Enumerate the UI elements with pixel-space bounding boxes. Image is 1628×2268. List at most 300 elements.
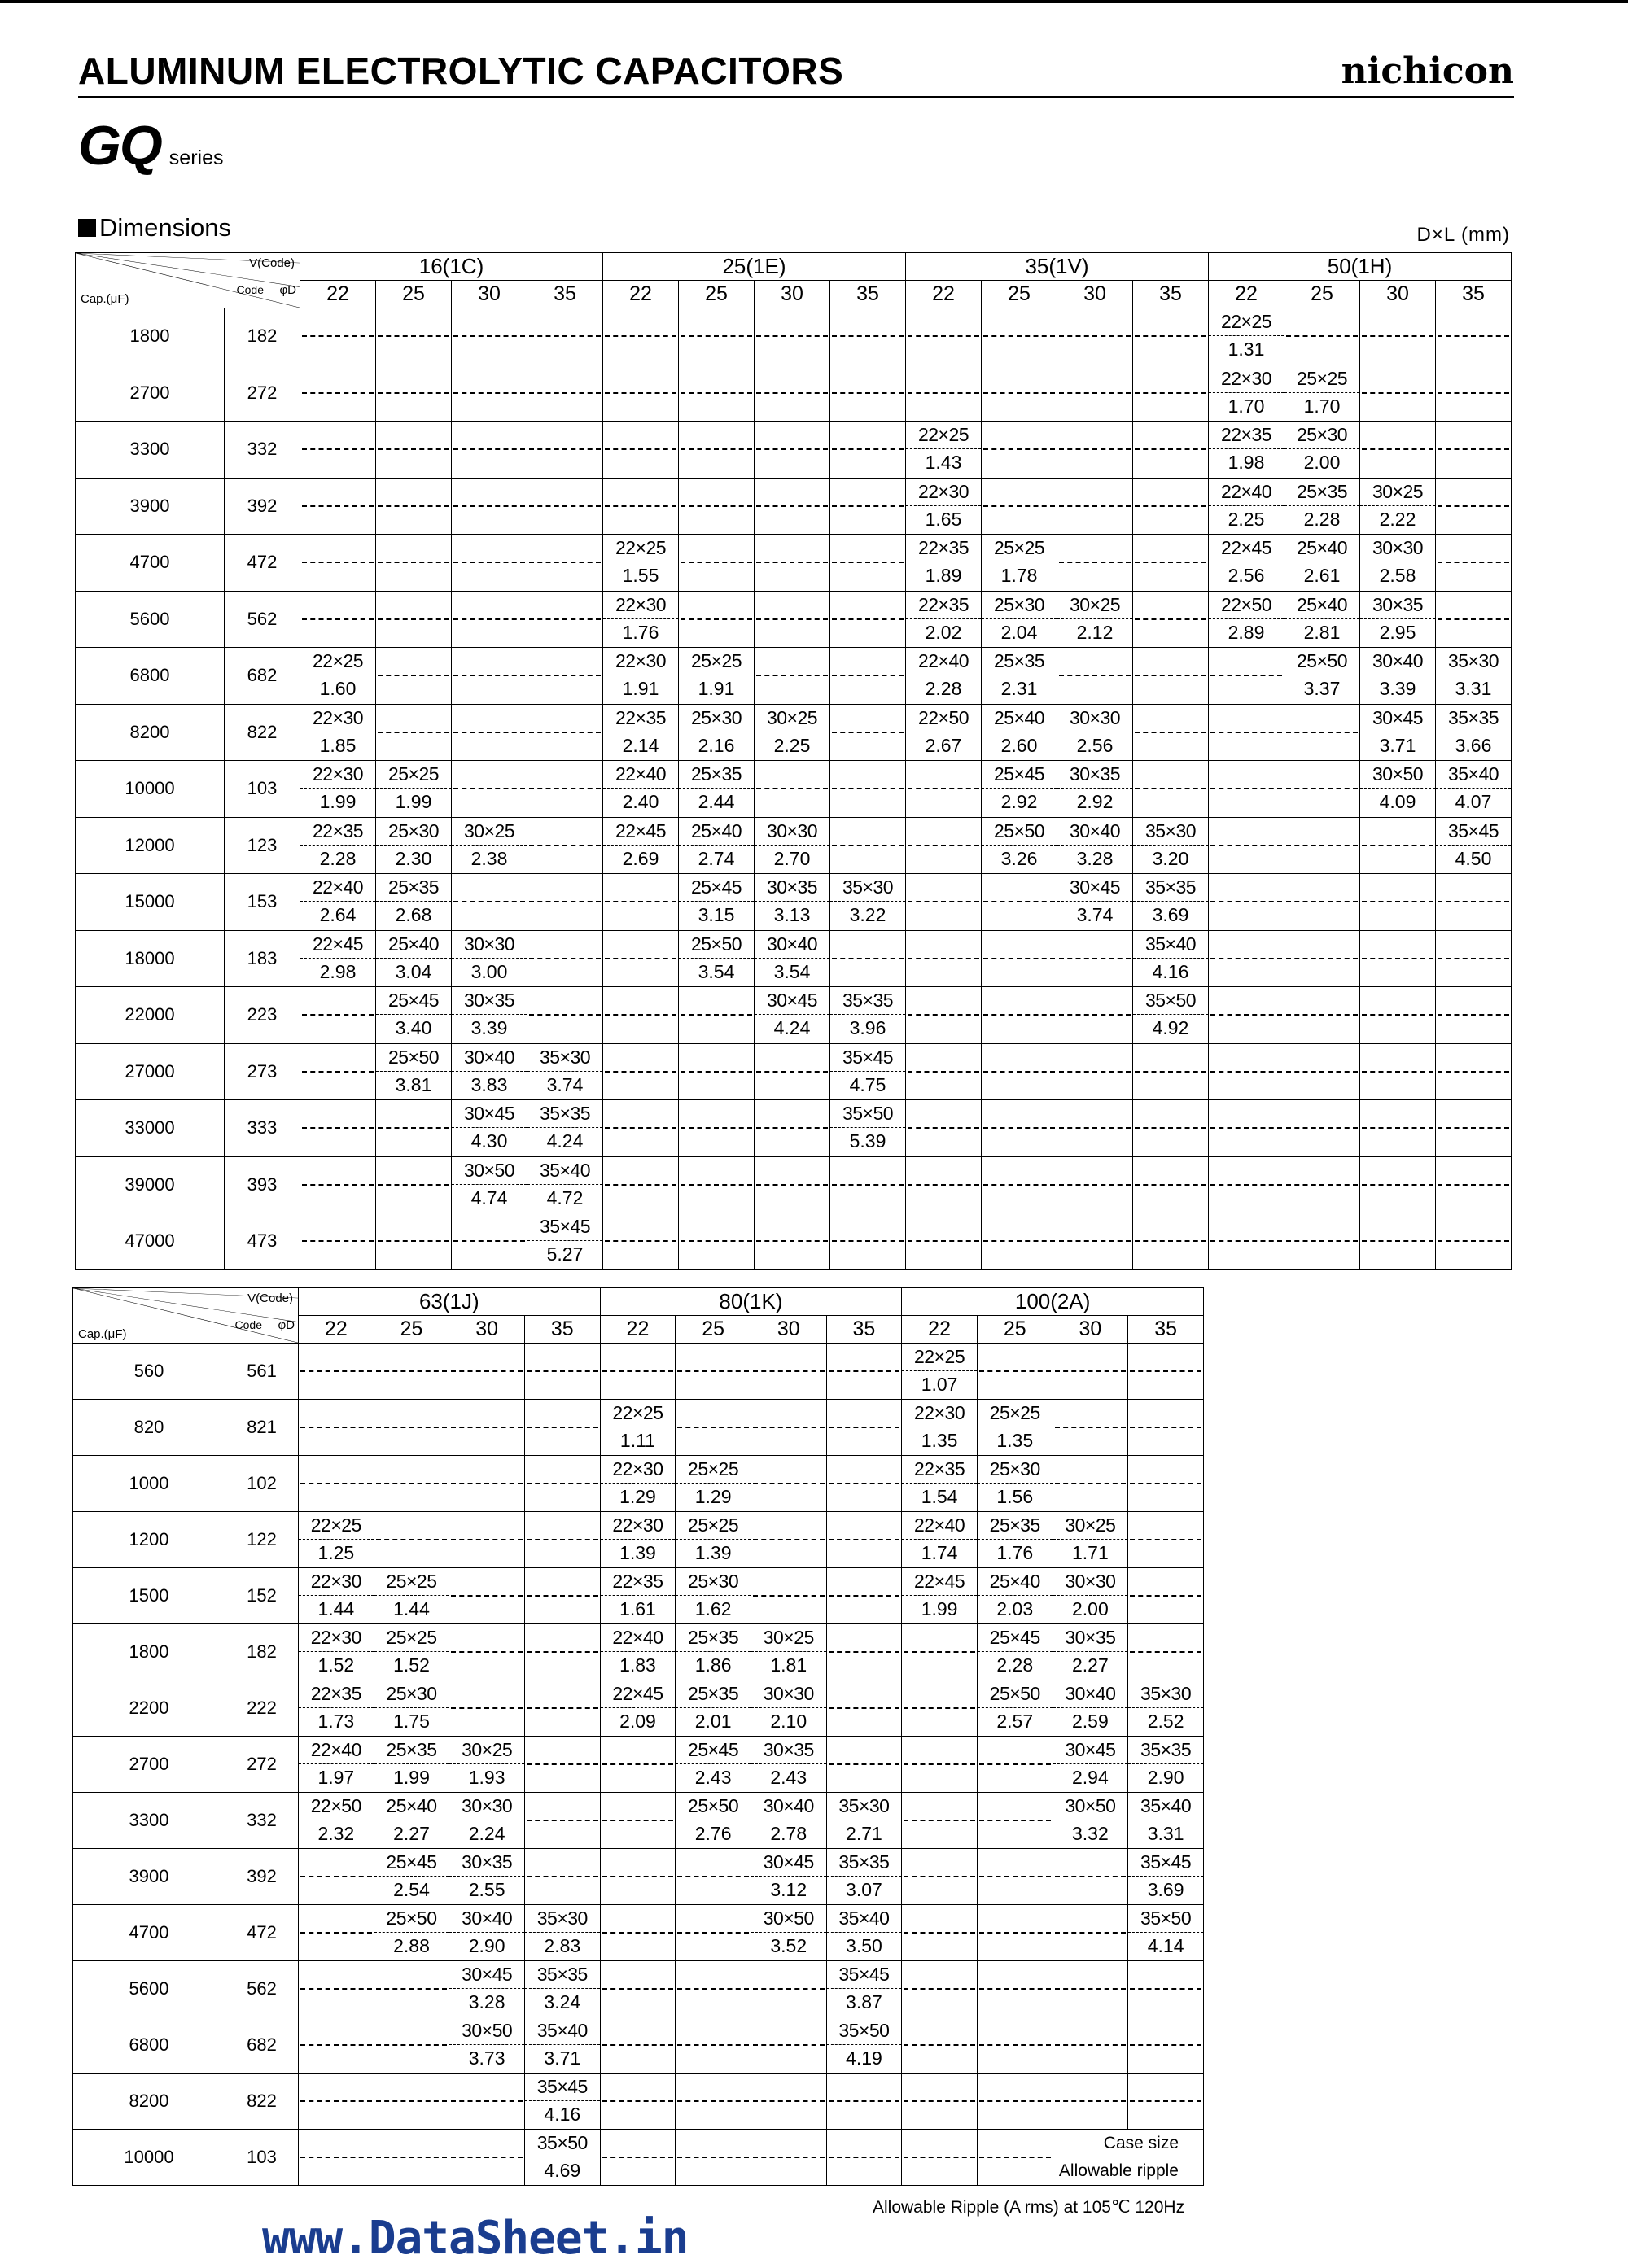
case-size: 22×50 (1220, 593, 1272, 615)
ripple-current: 2.43 (751, 1763, 826, 1791)
dashed-divider (378, 1240, 449, 1242)
dashed-divider (302, 618, 374, 620)
empty-cell (830, 422, 906, 479)
empty-cell (1209, 1213, 1284, 1270)
empty-cell (376, 1156, 452, 1213)
empty-cell (300, 365, 376, 422)
square-bullet-icon (78, 219, 96, 237)
empty-cell (1053, 1400, 1128, 1456)
empty-cell (1436, 930, 1512, 987)
empty-cell (603, 1043, 679, 1100)
size-cell (524, 2130, 600, 2186)
size-cell (755, 987, 830, 1044)
empty-cell (1128, 2017, 1204, 2074)
dashed-divider (1135, 1127, 1206, 1129)
empty-cell (1128, 2074, 1204, 2130)
empty-cell (603, 930, 679, 987)
case-size: 30×40 (1372, 650, 1424, 671)
case-size: 30×30 (1069, 706, 1121, 728)
empty-cell (982, 478, 1057, 535)
empty-cell (1128, 1400, 1204, 1456)
case-size: 30×30 (763, 1683, 814, 1704)
empty-cell (1053, 1961, 1128, 2017)
case-size: 25×30 (387, 819, 440, 841)
case-size: 25×50 (386, 1907, 437, 1929)
capacitance-value: 33000 (76, 1100, 225, 1157)
dashed-divider (1059, 1184, 1131, 1186)
case-size: 35×30 (1447, 650, 1499, 671)
dimensions-table-high-voltage (72, 1287, 1204, 2186)
dashed-divider (904, 1876, 975, 1877)
dashed-divider (1210, 1184, 1282, 1186)
empty-cell (1436, 478, 1512, 535)
dashed-divider (756, 335, 828, 337)
capacitance-row (73, 1680, 1204, 1737)
empty-cell (1436, 308, 1512, 365)
capacitance-row (76, 1213, 1512, 1270)
empty-cell (1360, 422, 1436, 479)
dashed-divider (527, 1595, 598, 1597)
size-cell (755, 817, 830, 874)
empty-cell (830, 930, 906, 987)
size-cell (452, 1156, 527, 1213)
dashed-divider (904, 2100, 975, 2102)
case-size: 30×45 (766, 990, 818, 1011)
dashed-divider (983, 1184, 1055, 1186)
empty-cell (755, 1156, 830, 1213)
size-cell (452, 1043, 527, 1100)
dashed-divider (300, 2100, 372, 2102)
dashed-divider (1130, 1483, 1201, 1484)
size-cell (1128, 1849, 1204, 1905)
size-cell (600, 1456, 676, 1512)
dashed-divider (908, 1184, 979, 1186)
empty-cell (1209, 1043, 1284, 1100)
size-cell (527, 1043, 603, 1100)
ripple-current: 2.69 (603, 845, 678, 872)
dashed-divider (904, 1988, 975, 1990)
dashed-divider (829, 1763, 900, 1765)
ripple-current: 1.74 (902, 1539, 977, 1567)
size-cell (1128, 1680, 1204, 1737)
case-size: 30×40 (763, 1795, 814, 1816)
case-size: 30×50 (1372, 763, 1424, 784)
capacitance-value: 6800 (76, 648, 225, 705)
size-cell (1133, 817, 1209, 874)
ripple-current: 2.71 (827, 1820, 902, 1847)
size-cell (374, 1905, 449, 1961)
ripple-current: 3.52 (751, 1932, 826, 1960)
dashed-divider (753, 2100, 825, 2102)
case-size: 30×25 (1372, 480, 1424, 502)
empty-cell (679, 308, 755, 365)
empty-cell (527, 591, 603, 648)
case-size: 35×50 (838, 2020, 890, 2041)
capacitance-value: 47000 (76, 1213, 225, 1270)
empty-cell (1360, 365, 1436, 422)
dashed-divider (529, 675, 601, 676)
empty-cell (300, 308, 376, 365)
dashed-divider (602, 1763, 674, 1765)
empty-cell (1133, 308, 1209, 365)
empty-cell (1360, 1156, 1436, 1213)
size-cell (1436, 761, 1512, 818)
dashed-divider (983, 335, 1055, 337)
dashed-divider (529, 958, 601, 959)
case-size: 35×35 (1447, 706, 1499, 728)
ripple-current: 1.85 (300, 732, 375, 759)
dashed-divider (756, 392, 828, 394)
voltage-header: 16(1C) (300, 253, 603, 281)
diameter-header: 30 (1053, 1316, 1128, 1344)
empty-cell (1360, 1213, 1436, 1270)
capacitance-value: 5600 (73, 1961, 225, 2017)
capacitance-code: 182 (225, 308, 300, 365)
capacitance-value: 1500 (73, 1568, 225, 1624)
size-cell (1209, 308, 1284, 365)
case-size: 22×25 (312, 650, 364, 671)
capacitance-value: 820 (73, 1400, 225, 1456)
dashed-divider (832, 1184, 904, 1186)
ripple-current: 1.99 (374, 1763, 449, 1791)
capacitance-value: 1000 (73, 1456, 225, 1512)
empty-cell (524, 1344, 600, 1400)
empty-cell (826, 1568, 902, 1624)
empty-cell (1057, 987, 1133, 1044)
corner-diameter-label: φD (279, 283, 296, 297)
capacitance-row (73, 1344, 1204, 1400)
dashed-divider (302, 1071, 374, 1073)
capacitance-row (76, 761, 1512, 818)
dashed-divider (378, 1184, 449, 1186)
case-size: 35×30 (1144, 819, 1197, 841)
dashed-divider (753, 1539, 825, 1540)
dashed-divider (1210, 1240, 1282, 1242)
capacitance-value: 12000 (76, 817, 225, 874)
empty-cell (1057, 1213, 1133, 1270)
case-size: 35×50 (1144, 990, 1197, 1011)
empty-cell (1128, 1961, 1204, 2017)
size-cell (977, 1456, 1053, 1512)
size-cell (755, 930, 830, 987)
dashed-divider (908, 788, 979, 789)
size-cell (374, 1568, 449, 1624)
case-size: 30×40 (1065, 1683, 1116, 1704)
ripple-current: 3.71 (525, 2044, 600, 2072)
capacitance-row (73, 1737, 1204, 1793)
ripple-current: 2.28 (906, 675, 981, 702)
empty-cell (1209, 930, 1284, 987)
dashed-divider (1210, 1014, 1282, 1016)
dashed-divider (908, 1127, 979, 1129)
voltage-header: 63(1J) (299, 1288, 601, 1316)
ripple-current: 3.74 (1057, 901, 1132, 929)
case-size: 30×30 (766, 819, 818, 841)
diameter-header: 22 (600, 1316, 676, 1344)
empty-cell (1360, 817, 1436, 874)
capacitance-row (76, 535, 1512, 592)
case-size: 30×25 (462, 1739, 513, 1760)
ripple-current: 4.92 (1133, 1014, 1208, 1042)
empty-cell (524, 1456, 600, 1512)
voltage-header: 25(1E) (603, 253, 906, 281)
capacitance-value: 2700 (76, 365, 225, 422)
case-size: 30×45 (463, 1103, 515, 1124)
empty-cell (1284, 1043, 1360, 1100)
size-cell (449, 1961, 525, 2017)
empty-cell (1053, 1344, 1128, 1400)
size-cell (1057, 761, 1133, 818)
capacitance-value: 8200 (73, 2074, 225, 2130)
size-cell (982, 535, 1057, 592)
empty-cell (524, 1512, 600, 1568)
dashed-divider (605, 335, 676, 337)
ripple-current: 1.44 (374, 1595, 449, 1623)
empty-cell (755, 591, 830, 648)
case-size: 22×40 (1220, 480, 1272, 502)
size-cell (1057, 704, 1133, 761)
empty-cell (1128, 1512, 1204, 1568)
size-cell (600, 1568, 676, 1624)
case-size: 25×25 (993, 537, 1045, 558)
empty-cell (300, 1213, 376, 1270)
size-cell (374, 1737, 449, 1793)
case-size: 22×25 (612, 1402, 663, 1423)
empty-cell (1053, 1905, 1128, 1961)
ripple-current: 2.70 (755, 845, 829, 872)
empty-cell (679, 365, 755, 422)
empty-cell (977, 2074, 1053, 2130)
dashed-divider (302, 1014, 374, 1016)
case-size: 30×30 (1372, 537, 1424, 558)
empty-cell (1436, 591, 1512, 648)
ripple-current: 3.00 (452, 958, 527, 985)
dashed-divider (681, 1240, 752, 1242)
size-cell (676, 1624, 751, 1680)
empty-cell (1133, 1156, 1209, 1213)
diameter-header: 35 (1128, 1316, 1204, 1344)
dashed-divider (979, 1763, 1051, 1765)
size-cell (1209, 422, 1284, 479)
dashed-divider (829, 2100, 900, 2102)
case-size: 22×40 (612, 1627, 663, 1648)
empty-cell (449, 1624, 525, 1680)
dashed-divider (1286, 788, 1358, 789)
empty-cell (826, 1456, 902, 1512)
capacitance-row (76, 308, 1512, 365)
case-size: 22×30 (917, 480, 969, 502)
size-cell (374, 1793, 449, 1849)
dashed-divider (302, 1127, 374, 1129)
diameter-header: 30 (452, 281, 527, 308)
empty-cell (1436, 1213, 1512, 1270)
dashed-divider (983, 448, 1055, 450)
dashed-divider (451, 1427, 523, 1428)
dashed-divider (983, 392, 1055, 394)
brand-logo: nichicon (1341, 50, 1514, 92)
dashed-divider (378, 505, 449, 507)
ripple-current: 3.24 (525, 1988, 600, 2016)
ripple-current: 1.52 (299, 1651, 374, 1679)
capacitance-code: 103 (225, 2130, 299, 2186)
capacitance-code: 182 (225, 1624, 299, 1680)
size-cell (906, 422, 982, 479)
capacitance-value: 1800 (73, 1624, 225, 1680)
dashed-divider (1130, 1427, 1201, 1428)
empty-cell (452, 422, 527, 479)
case-size: 30×35 (766, 876, 818, 898)
empty-cell (902, 1737, 978, 1793)
case-size: 22×35 (1220, 424, 1272, 445)
dashed-divider (527, 1820, 598, 1821)
ripple-current: 3.87 (827, 1988, 902, 2016)
ripple-current: 4.24 (755, 1014, 829, 1042)
empty-cell (755, 1100, 830, 1157)
size-cell (982, 591, 1057, 648)
empty-cell (1128, 1624, 1204, 1680)
ripple-current: 1.70 (1209, 392, 1284, 420)
empty-cell (1057, 308, 1133, 365)
dashed-divider (829, 1427, 900, 1428)
empty-cell (977, 1849, 1053, 1905)
dashed-divider (677, 2044, 749, 2046)
dashed-divider (756, 675, 828, 676)
capacitance-row (76, 817, 1512, 874)
capacitance-row (73, 1849, 1204, 1905)
ripple-current: 4.24 (527, 1127, 602, 1155)
ripple-current: 1.43 (906, 448, 981, 476)
dashed-divider (1438, 1071, 1509, 1073)
dashed-divider (453, 675, 525, 676)
case-size: 35×50 (1140, 1907, 1192, 1929)
size-cell (751, 1680, 826, 1737)
dashed-divider (681, 335, 752, 337)
ripple-current: 3.32 (1053, 1820, 1128, 1847)
dashed-divider (1362, 335, 1433, 337)
empty-cell (527, 761, 603, 818)
dashed-divider (529, 562, 601, 563)
size-cell (1133, 930, 1209, 987)
dashed-divider (451, 1370, 523, 1372)
empty-cell (603, 1156, 679, 1213)
ripple-current: 2.56 (1209, 562, 1284, 589)
case-size: 22×40 (310, 1739, 361, 1760)
case-size: 22×45 (914, 1571, 965, 1592)
empty-cell (982, 1156, 1057, 1213)
empty-cell (755, 422, 830, 479)
case-size: 22×25 (310, 1514, 361, 1536)
dashed-divider (302, 448, 374, 450)
case-size: 35×35 (539, 1103, 591, 1124)
empty-cell (600, 1905, 676, 1961)
dashed-divider (453, 562, 525, 563)
empty-cell (600, 1961, 676, 2017)
ripple-current: 2.38 (452, 845, 527, 872)
dashed-divider (376, 2157, 448, 2158)
size-cell (1057, 874, 1133, 931)
size-cell (676, 1512, 751, 1568)
empty-cell (977, 1905, 1053, 1961)
dashed-divider (529, 845, 601, 846)
capacitance-value: 3900 (76, 478, 225, 535)
capacitance-row (73, 1400, 1204, 1456)
size-cell (755, 874, 830, 931)
dashed-divider (904, 1707, 975, 1709)
case-size: 25×35 (688, 1627, 739, 1648)
dashed-divider (832, 675, 904, 676)
capacitance-code: 273 (225, 1043, 300, 1100)
ripple-current: 2.57 (978, 1707, 1053, 1735)
dashed-divider (1362, 1184, 1433, 1186)
dashed-divider (832, 958, 904, 959)
empty-cell (374, 1961, 449, 2017)
diameter-header: 22 (1209, 281, 1284, 308)
case-size: 25×35 (989, 1514, 1040, 1536)
empty-cell (1057, 930, 1133, 987)
capacitance-code: 153 (225, 874, 300, 931)
empty-cell (603, 1100, 679, 1157)
ripple-current: 2.76 (676, 1820, 751, 1847)
case-size: 22×35 (914, 1458, 965, 1479)
diameter-header: 30 (751, 1316, 826, 1344)
dashed-divider (832, 732, 904, 733)
dashed-divider (1059, 675, 1131, 676)
empty-cell (1284, 1100, 1360, 1157)
ripple-current: 2.25 (1209, 505, 1284, 533)
case-size: 22×35 (917, 537, 969, 558)
empty-cell (1284, 987, 1360, 1044)
empty-cell (676, 2130, 751, 2186)
empty-cell (452, 308, 527, 365)
ripple-current: 4.30 (452, 1127, 527, 1155)
dashed-divider (1135, 1240, 1206, 1242)
ripple-current: 3.73 (449, 2044, 524, 2072)
empty-cell (1209, 1100, 1284, 1157)
dashed-divider (605, 392, 676, 394)
empty-cell (977, 1737, 1053, 1793)
empty-cell (982, 422, 1057, 479)
dashed-divider (756, 562, 828, 563)
size-cell (679, 874, 755, 931)
size-cell (977, 1624, 1053, 1680)
dashed-divider (300, 2044, 372, 2046)
empty-cell (676, 1849, 751, 1905)
dashed-divider (529, 788, 601, 789)
dashed-divider (1362, 901, 1433, 902)
dashed-divider (677, 2157, 749, 2158)
case-size: 30×35 (462, 1851, 513, 1873)
ripple-current: 3.54 (755, 958, 829, 985)
case-size: 30×45 (462, 1964, 513, 1985)
ripple-current: 3.31 (1128, 1820, 1203, 1847)
ripple-current: 2.98 (300, 958, 375, 985)
corner-voltage-label: V(Code) (249, 256, 295, 270)
size-cell (449, 1793, 525, 1849)
ripple-current: 2.10 (751, 1707, 826, 1735)
case-size: 35×45 (536, 2076, 588, 2097)
dashed-divider (451, 2157, 523, 2158)
dashed-divider (1130, 1370, 1201, 1372)
ripple-current: 1.73 (299, 1707, 374, 1735)
empty-cell (600, 1793, 676, 1849)
size-cell (1133, 987, 1209, 1044)
capacitance-row (73, 1568, 1204, 1624)
capacitance-value: 22000 (76, 987, 225, 1044)
dashed-divider (527, 1763, 598, 1765)
ripple-current: 1.70 (1284, 392, 1359, 420)
dashed-divider (983, 1014, 1055, 1016)
size-cell (603, 761, 679, 818)
